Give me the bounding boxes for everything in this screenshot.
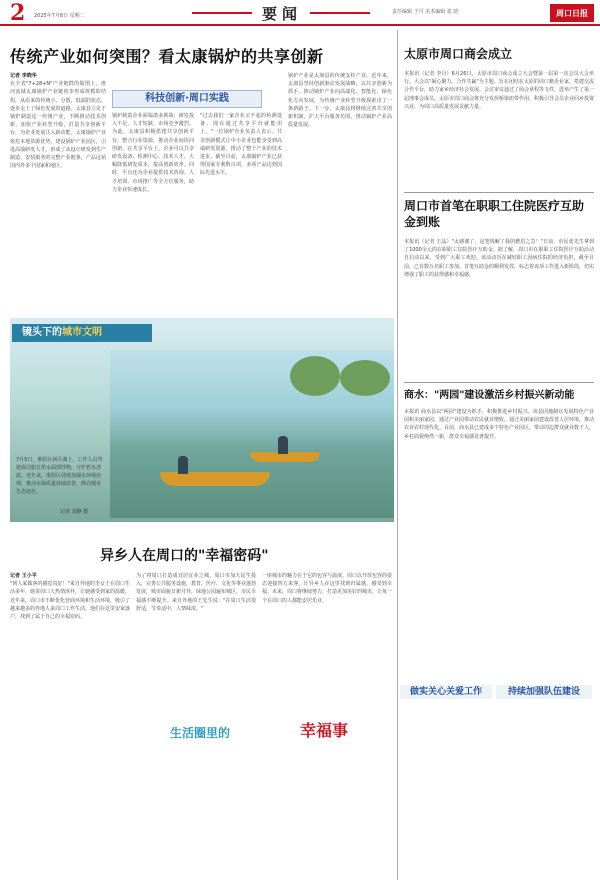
lead-banner-label: 科技创新·周口实践 <box>145 93 229 104</box>
cleaning-boat <box>160 472 270 486</box>
lead-column-1 <box>10 72 106 312</box>
feature-column-1 <box>10 572 130 872</box>
feature-text-1: "到人家做客的感觉真好！"来自外地的李女士在周口生活多年，她说周口人热情淳朴，让她感受到家的温暖。近年来，周口市不断优化营商环境和生活环境，吸引了越来越多的外地人来周口工作生活。他们在这里安家落户，找到了属于自己的幸福密码。 <box>10 581 130 621</box>
worker-figure <box>278 436 288 454</box>
right-low-text: 本报讯 商水县以"两园"建设为抓手，积极推进乡村振兴。该县因地制宜发展特色产业园和美丽家园，通过产业园带动农民就业增收，通过美丽家园建设改善人居环境，推动农业农村现代化。目前，商水县已建成多个特色产业园区，带动周边群众就业数千人，乡村面貌焕然一新，群众幸福感显著提升。 <box>404 409 594 440</box>
newspaper-logo: 周口日报 <box>550 4 594 22</box>
lead-text-3: "过去我们一家企业买不起的检测设备，现在通过共享平台就能用上。"一位锅炉企业负责人表示。共享创新模式让中小企业也能享受到高端研发资源，推动了整个产业的技术进步。截至目前，太康锅炉产业已获得国家专利数百项，多项产品达到国际先进水平。 <box>200 113 282 177</box>
page-header <box>0 0 600 26</box>
right-mid-body <box>404 238 594 378</box>
right-top-headline: 太原市周口商会成立 <box>404 47 513 61</box>
box-title-a: 做实关心关爱工作 <box>400 685 492 699</box>
photo-credit: 记者 刘静 摄 <box>60 509 89 515</box>
feature-text-3: 一座城市的魅力在于它的包容与温度。周口以开放包容的姿态迎接四方来客，让异乡人在这里找到归属感，感受到幸福。未来，周口将继续努力，打造更加美好的城市，让每一个在周口的人都能安居乐业。 <box>262 573 392 604</box>
photo-title-b: 城市文明 <box>62 327 102 338</box>
lead-text-4: 锅炉产业是太康县的传统支柱产业。近年来，太康县坚持创新驱动发展战略，以共享创新为抓手，推动锅炉产业向高端化、智能化、绿色化方向发展，为传统产业转型升级探索出了一条新路子。下一步，太康县将继续完善共享创新机制，扩大平台服务范围，推动锅炉产业高质量发展。 <box>288 73 392 129</box>
right-top-text: 本报讯（记者 李丹）6月26日，太原市周口商会成立大会暨第一届第一次会员大会举行。大会以"凝心聚力、合作共赢"为主题，旨在团结在太原的周口籍企业家，搭建交流合作平台，助力家乡经济社会发展。会议审议通过了商会章程等文件，选举产生了第一届理事会成员。太原市周口商会将充分发挥桥梁纽带作用，积极引导会员企业回乡投资兴业，为周口高质量发展贡献力量。 <box>404 71 594 110</box>
feature-text-2: 为了将周口打造成宜居宜业之城，周口市加大民生投入，完善公共服务设施，教育、医疗、文化等事业蓬勃发展。城市面貌日新月异，绿地公园遍布城区，市民幸福感不断提升。来自外地的王先生说："在周口生活很舒适，节奏适中，人情味浓。" <box>136 573 256 612</box>
tree-shape <box>340 360 390 396</box>
happy-box <box>170 718 400 744</box>
feature-headline: 异乡人在周口的"幸福密码" <box>100 548 269 564</box>
lead-text-2: 锅炉制造企业面临诸多挑战：研发投入不足、人才短缺、市场竞争激烈。为此，太康县积极搭建共享创新平台，整合行业资源，推动企业间协同创新。在共享平台上，企业可以共享研发设备、检测中心、技术人才，大幅降低研发成本，提高创新效率。同时，平台还为企业提供技术咨询、人才培训、市场推广等全方位服务，助力企业快速成长。 <box>112 113 194 193</box>
feature-column-2 <box>136 572 256 712</box>
photo-caption: 7月5日，淮阳区新区湖上，工作人员驾驶保洁船打捞水面漂浮物，守护碧水清波。近年来，淮阳区持续加强水环境治理，推动水体质量持续改善，擦亮城市生态底色。 <box>16 457 103 495</box>
feature-column-3 <box>262 572 392 712</box>
page-number: 2 <box>10 0 26 26</box>
lead-banner <box>112 90 262 108</box>
right-top-body <box>404 70 594 188</box>
issue-date: 2025年7月8日 星期二 <box>34 13 85 19</box>
photo-title-a: 镜头下的 <box>22 327 62 338</box>
tree-shape <box>290 356 340 396</box>
divider-1 <box>404 192 594 193</box>
lead-column-2 <box>112 112 194 312</box>
box-title-b: 持续加强队伍建设 <box>496 685 592 699</box>
happy-label-a: 生活圈里的 <box>170 726 231 740</box>
section-title: 要闻 <box>262 5 303 23</box>
right-low-headline: 商水："两园"建设激活乡村振兴新动能 <box>404 390 575 401</box>
right-low-body <box>404 408 594 678</box>
worker-figure <box>178 456 188 474</box>
column-divider <box>397 30 398 880</box>
editor-meta: 责任编辑 王可 美术编辑 张 晗 <box>392 9 459 15</box>
right-mid-text: 本报讯（记者 王晶）"太感谢了，这笔钱解了我的燃眉之急！"日前，市民张先生拿到了1000余元的在职职工住院医疗互助金。据了解，周口市在职职工住院医疗互助活动自启动以来，受到广大职工欢迎。该活动旨在减轻职工因病住院的经济负担，截至目前，已有数万名职工参加。首笔互助金的顺利发放，标志着该项工作进入新阶段，切实增强了职工的获得感和幸福感。 <box>404 239 594 278</box>
lead-text-1: 在全省"7+28+N"产业链群的版图上，淮河流域太康锅炉产业链初步形成规模的结构，从原来的传统小、分散、低端的状态，逐步走上了绿色发展的道路。太康县立足于锅炉制造这一传统产业，不断推动技术创新，加快产业转型升级，打造共享创新平台，为企业发展注入新动能。太康锅炉产业依托本地资源优势，建设锅炉产业园区，引进高端研发人才，形成了从设计研发到生产制造、安装服务的完整产业链条，产品远销国内外多个国家和地区。 <box>10 81 106 170</box>
divider-2 <box>404 382 594 383</box>
lead-column-3 <box>200 112 282 312</box>
photo-section-title <box>12 324 152 342</box>
lead-headline: 传统产业如何突围？看太康锅炉的共享创新 <box>10 47 324 66</box>
right-mid-headline: 周口市首笔在职职工住院医疗互助金到账 <box>404 199 585 229</box>
lead-byline: 记者 李晓华 <box>10 73 37 79</box>
lead-column-4 <box>288 72 392 312</box>
happy-label-b: 幸福事 <box>300 721 349 740</box>
feature-byline: 记者 王小平 <box>10 573 37 579</box>
